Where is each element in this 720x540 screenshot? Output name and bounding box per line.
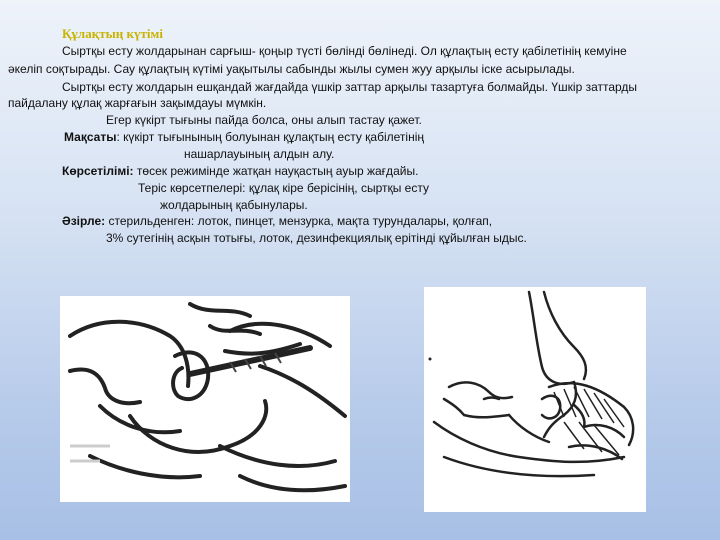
paragraph-1-line-1: Сыртқы есту жолдарынан сарғыш- қоңыр түсті бөлінді бөлінеді. Ол құлақтың есту қабілетінің кемуіне: [62, 44, 627, 58]
contraindication-line-1: Теріс көрсетпелері: құлақ кіре берісінің, сыртқы есту: [138, 181, 429, 195]
purpose-line-1: [64, 130, 424, 144]
purpose-text: : күкірт тығынының болуынан құлақтың есту қабілетінің: [116, 130, 425, 144]
paragraph-2-line-2: пайдалану құлақ жарғағын зақымдауы мүмкін.: [8, 96, 267, 110]
patient-lying-illustration: [424, 287, 646, 512]
purpose-line-2: нашарлауының алдын алу.: [184, 147, 335, 161]
equipment-line-1: [62, 214, 492, 228]
equipment-text: стерильденген: лоток, пинцет, мензурка, мақта турундалары, қолғап,: [105, 214, 493, 228]
indication-line: [62, 164, 418, 178]
slide-title: Құлақтың күтімі: [62, 26, 163, 41]
purpose-label: Мақсаты: [64, 130, 117, 144]
paragraph-3: Егер күкірт тығыны пайда болса, оны алып тастау қажет.: [106, 113, 422, 127]
indication-label: Көрсетілімі:: [62, 164, 134, 178]
paragraph-2-line-1: Сыртқы есту жолдарын ешқандай жағдайда үшкір заттар арқылы тазартуға болмайды. Үшкір заттарды: [62, 80, 638, 94]
equipment-label: Әзірле:: [62, 214, 106, 228]
indication-text: төсек режимінде жатқан науқастың ауыр жағдайы.: [133, 164, 419, 178]
ear-cleaning-illustration: [60, 296, 350, 502]
contraindication-line-2: жолдарының қабынулары.: [160, 198, 308, 212]
equipment-line-2: 3% сутегінің асқын тотығы, лоток, дезинфекциялық ерітінді құйылған ыдыс.: [106, 231, 527, 245]
paragraph-1-line-2: әкеліп соқтырады. Сау құлақтың күтімі уақытылы сабынды жылы сумен жуу арқылы іске асырылады.: [8, 62, 575, 76]
